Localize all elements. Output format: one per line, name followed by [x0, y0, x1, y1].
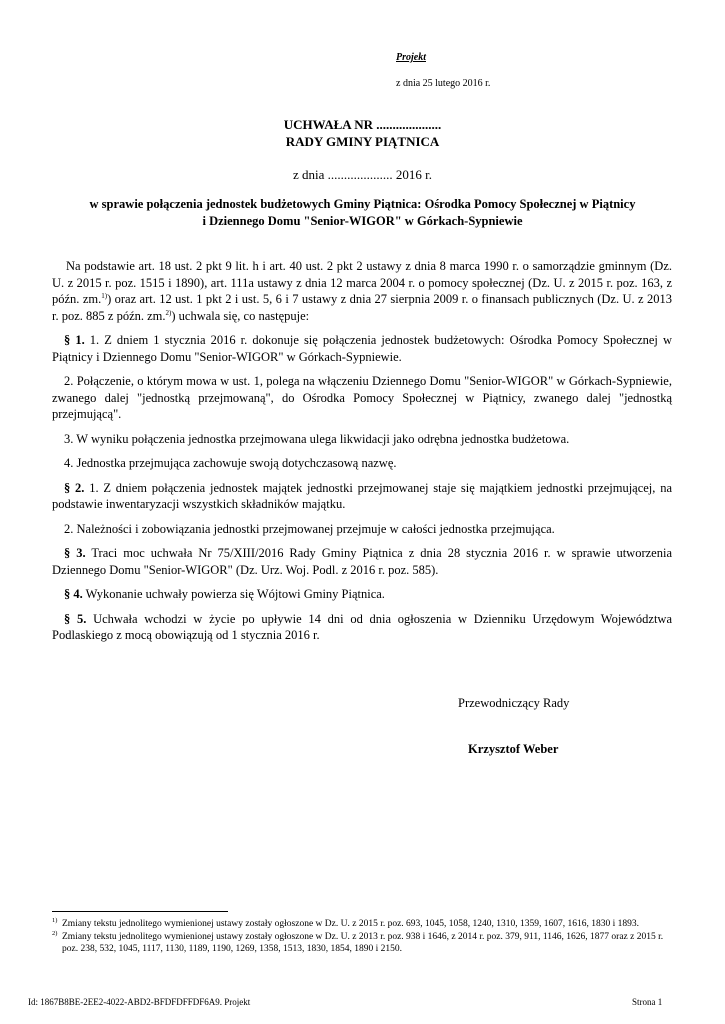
- page-number: Strona 1: [632, 997, 663, 1007]
- paragraph-2-2: 2. Należności i zobowiązania jednostki przejmowanej przejmuje w całości jednostka przejmująca.: [64, 521, 555, 536]
- council-name: RADY GMINY PIĄTNICA: [285, 134, 440, 149]
- preamble: Na podstawie art. 18 ust. 2 pkt 9 lit. h i art. 40 ust. 2 pkt 2 ustawy z dnia 8 marca 1990 r. o samorządzie gminnym (Dz. U. z 2015 r. poz. 1515 i 1890), art. 111a ustawy z dnia 12 marca 2004 r. o pomocy społecznej (Dz. U. z 2015 r. poz. 163, z późn. zm.$^{1)}$) oraz art. 12 ust. 1 pkt 2 i ust. 5, 6 i 7 ustawy z dnia 27 sierpnia 2009 r. o finansach publicznych (Dz. U. z 2013 r. poz. 885 z późn. zm.$^{2)}$) uchwala się, co następuje:: [52, 259, 672, 323]
- signature-name: Krzysztof Weber: [468, 742, 559, 756]
- resolution-body: [52, 258, 672, 652]
- paragraph-1-4: 4. Jednostka przejmująca zachowuje swoją dotychczasową nazwę.: [64, 456, 397, 470]
- adoption-date: z dnia .................... 2016 r.: [292, 167, 432, 182]
- document-id: Id: 1867B8BE-2EE2-4022-ABD2-BFDFDFFDF6A9. Projekt: [28, 997, 251, 1007]
- draft-label: Projekt: [396, 52, 426, 63]
- paragraph-2-1: § 2. 1. Z dniem połączenia jednostek majątek jednostki przejmowanej staje się majątkiem jednostki przejmującej, na podstawie inwentaryzacji wszystkich składników majątku.: [52, 480, 672, 511]
- paragraph-1-2: 2. Połączenie, o którym mowa w ust. 1, polega na włączeniu Dziennego Domu "Senior-WIGOR" w Górkach-Sypniewie, zwanego dalej "jednostką przejmowaną", do Ośrodka Pomocy Społecznej w Piątnicy, zwanego dalej "jednostką przejmującą".: [52, 374, 672, 421]
- footnote-2: 2) Zmiany tekstu jednolitego wymienionej ustawy zostały ogłoszone w Dz. U. z 2013 r. poz. 938 i 1646, z 2014 r. poz. 379, 911, 1146, 1626, 1877 oraz z 2015 r. poz. 238, 532, 1045, 1117, 1130, 1189, 1190, 1269, 1358, 1513, 1830, 1854, 1890 i 2150.: [52, 930, 664, 954]
- subject-line-2: i Dziennego Domu "Senior-WIGOR" w Górkach-Sypniewie: [202, 214, 523, 228]
- footnote-ref-2: 2): [165, 308, 172, 317]
- paragraph-5: § 5. Uchwała wchodzi w życie po upływie 14 dni od dnia ogłoszenia w Dzienniku Urzędowym Województwa Podlaskiego z mocą obowiązują od 1 stycznia 2016 r.: [52, 611, 673, 642]
- paragraph-1-3: 3. W wyniku połączenia jednostka przejmowana ulega likwidacji jako odrębna jednostka budżetowa.: [64, 431, 570, 446]
- resolution-subject: [55, 196, 670, 230]
- footnote-1: 1) Zmiany tekstu jednolitego wymienionej ustawy zostały ogłoszone w Dz. U. z 2015 r. poz. 693, 1045, 1058, 1240, 1310, 1359, 1607, 1616, 1830 i 1893.: [52, 917, 640, 929]
- draft-date: z dnia 25 lutego 2016 r.: [396, 78, 491, 89]
- paragraph-1-1: § 1. 1. Z dniem 1 stycznia 2016 r. dokonuje się połączenia jednostek budżetowych: Ośrodka Pomocy Społecznej w Piątnicy i Dziennego Domu "Senior-WIGOR" w Górkach-Sypniewie.: [52, 333, 672, 364]
- subject-line-1: w sprawie połączenia jednostek budżetowych Gminy Piątnica: Ośrodka Pomocy Społecznej w Piątnicy: [89, 197, 636, 211]
- footnote-ref-1: 1): [101, 291, 108, 300]
- signature-role: Przewodniczący Rady: [458, 696, 570, 710]
- paragraph-4: § 4. Wykonanie uchwały powierza się Wójtowi Gminy Piątnica.: [64, 587, 385, 601]
- footnotes: [52, 918, 674, 956]
- footnote-divider: [52, 911, 228, 912]
- paragraph-3: § 3. Traci moc uchwała Nr 75/XIII/2016 Rady Gminy Piątnica z dnia 28 stycznia 2016 r. w sprawie utworzenia Dziennego Domu "Senior-WIGOR" (Dz. Urz. Woj. Podl. z 2016 r. poz. 585).: [52, 546, 672, 577]
- resolution-number: UCHWAŁA NR ....................: [283, 117, 442, 132]
